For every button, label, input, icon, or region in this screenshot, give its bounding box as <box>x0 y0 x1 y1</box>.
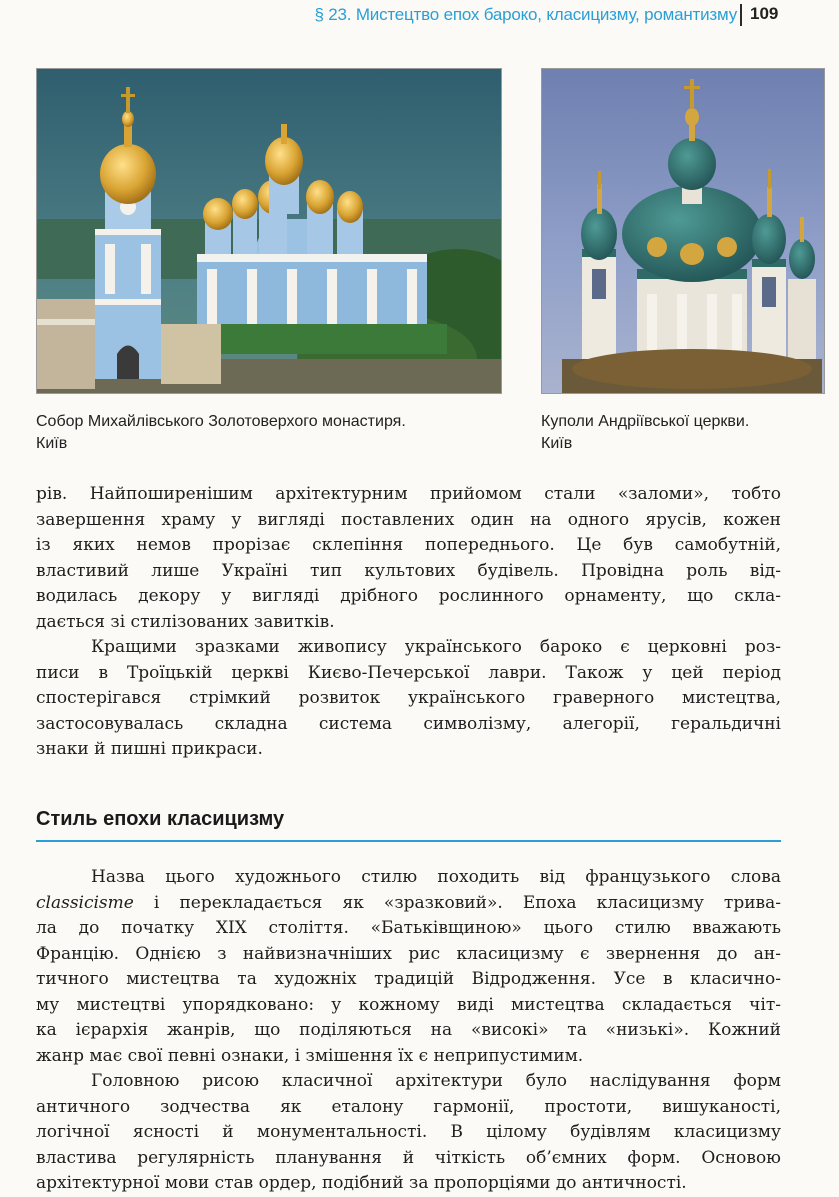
section-heading: Стиль епохи класицизму <box>36 808 285 830</box>
text-line: застосовувалась складна система символізму, алегорії, геральдичні <box>36 713 781 734</box>
text-line: властива регулярність планування й чіткість об’ємних форм. Основою <box>36 1147 781 1168</box>
page-number: 109 <box>750 4 779 23</box>
text-line: рів. Найпоширенішим архітектурним прийомом стали «заломи», тобто <box>36 484 781 504</box>
figure-caption-left <box>36 411 506 455</box>
text-line: спостерігався стрімкий розвиток українського граверного мистецтва, <box>36 688 781 708</box>
cathedral-photo <box>36 68 502 394</box>
caption-line: Куполи Андріївської церкви. <box>541 413 750 430</box>
text-line: тичного мистецтва та художніх традицій Відродження. Усе в класично- <box>36 969 781 989</box>
caption-line: Київ <box>36 435 68 452</box>
text-line: із яких немов прорізає склепіння попереднього. Це був самобутній, <box>36 535 781 555</box>
text-line: знаки й пишні прикраси. <box>36 739 263 759</box>
text-line: му мистецтві упорядковано: у кожному виді мистецтва складається чіт- <box>36 994 781 1015</box>
baroque-text <box>36 482 781 763</box>
text-line <box>36 891 781 917</box>
text-line: Назва цього художнього стилю походить від французького слова <box>91 867 781 887</box>
caption-line: Собор Михайлівського Золотоверхого монастиря. <box>36 413 406 430</box>
church-domes-photo <box>541 68 825 394</box>
text-line: властивий лише Україні тип культових будівель. Провідна роль від- <box>36 560 781 581</box>
church-domes-illustration <box>542 69 824 393</box>
text-line: водилась декору у вигляді дрібного рослинного орнаменту, що скла- <box>36 586 781 606</box>
figure-caption-right <box>541 411 831 455</box>
text-line: Кращими зразками живопису українського бароко є церковні роз- <box>91 637 781 657</box>
section-divider <box>36 840 781 842</box>
header-divider <box>740 4 742 26</box>
italic-term: classicisme <box>36 892 134 913</box>
text-line: античного зодчества як еталону гармонії, простоти, вишуканості, <box>36 1096 781 1117</box>
text-line: архітектурної мови став ордер, подібний за пропорціями до античності. <box>36 1173 687 1193</box>
text-line: Головною рисою класичної архітектури було наслідування форм <box>91 1071 781 1091</box>
classicism-text <box>36 865 781 1197</box>
text-line: ка ієрархія жанрів, що поділяються на «високі» та «низькі». Кожний <box>36 1020 781 1040</box>
text-line: ла до початку XIX століття. «Батьківщиною» цього стилю вважають <box>36 918 781 938</box>
caption-line: Київ <box>541 435 573 452</box>
running-title: § 23. Мистецтво епох бароко, класицизму, романтизму <box>314 5 737 24</box>
page-header <box>0 0 839 30</box>
cathedral-illustration <box>37 69 501 393</box>
text-line: Францію. Однією з найвизначніших рис класицизму є звернення до ан- <box>36 943 781 964</box>
text-fragment: і перекладається як «зразковий». Епоха класицизму трива- <box>133 892 781 913</box>
text-line: завершення храму у вигляді поставлених один на одного ярусів, кожен <box>36 509 781 530</box>
text-line: жанр має свої певні ознаки, і змішення їх є неприпустимим. <box>36 1045 584 1066</box>
text-line: писи в Троїцькій церкві Києво-Печерської лаври. Також у цей період <box>36 662 781 683</box>
text-line: логічної ясності й монументальності. В цілому будівлям класицизму <box>36 1122 781 1142</box>
text-line: дається зі стилізованих завитків. <box>36 611 335 632</box>
